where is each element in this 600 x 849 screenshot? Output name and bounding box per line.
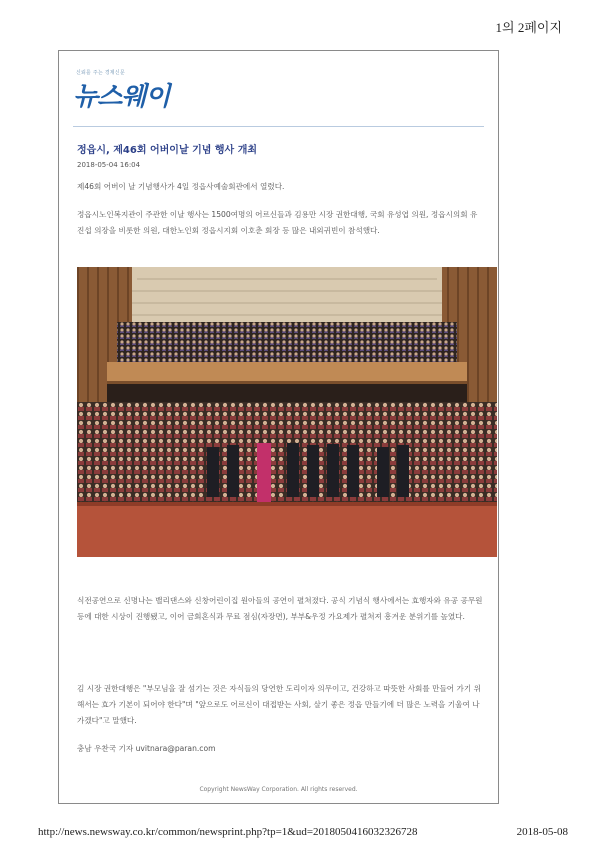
article-headline: 정읍시, 제46회 어버이날 기념 행사 개최: [77, 145, 258, 156]
article-datetime: 2018-05-04 16:04: [77, 161, 141, 169]
page-number: 1의 2페이지: [495, 20, 562, 35]
article-byline: 충남 우찬국 기자 uvitnara@paran.com: [77, 744, 216, 753]
print-date: 2018-05-08: [516, 826, 568, 838]
article-paragraph-2: 정읍시노인복지관이 주관한 이날 행사는 1500여명의 어르신들과 김용만 시장 권한대행, 국회 유성엽 의원, 정읍시의회 유진섭 의장을 비롯한 의원, 대한노인회 정읍시지회 이호춘 회장 등 많은 내외귀빈이 참석했다.: [77, 210, 478, 235]
article-paragraph-3: 식전공연으로 신명나는 밸리댄스와 신창어린이집 원아들의 공연이 펼쳐졌다. 공식 기념식 행사에서는 효행자와 유공 공무원 등에 대한 시상이 진행됐고, 이어 금회혼식과 무료 점심(자장면), 부부&우정 가요제가 펼쳐져 흥겨운 분위기를 높였다.: [77, 596, 483, 621]
brand-header: [73, 69, 169, 113]
article-paragraph-1: 제46회 어버이 날 기념행사가 4일 정읍사예술회관에서 열렸다.: [77, 182, 285, 191]
brand-logo[interactable]: 뉴스웨이: [73, 82, 170, 112]
header-divider: [73, 126, 484, 127]
auditorium-crowd-image: [77, 267, 497, 557]
brand-slogan: 신뢰를 주는 경제신문: [76, 70, 125, 76]
article-frame: [58, 50, 499, 804]
event-photo: [77, 267, 497, 557]
source-url[interactable]: http://news.newsway.co.kr/common/newsprint.php?tp=1&ud=2018050416032326728: [38, 826, 418, 838]
copyright-notice: Copyright NewsWay Corporation. All rights reserved.: [199, 786, 358, 793]
article-paragraph-4: 김 시장 권한대행은 "부모님을 잘 섬기는 것은 자식들의 당연한 도리이자 의무이고, 건강하고 따뜻한 사회를 만들어 가기 위해서는 효가 기본이 되어야 한다"며 "앞으로도 어르신이 대접받는 사회, 살기 좋은 정읍 만들기에 더 많은 노력을 기울여 나가겠다"고 말했다.: [77, 684, 481, 725]
